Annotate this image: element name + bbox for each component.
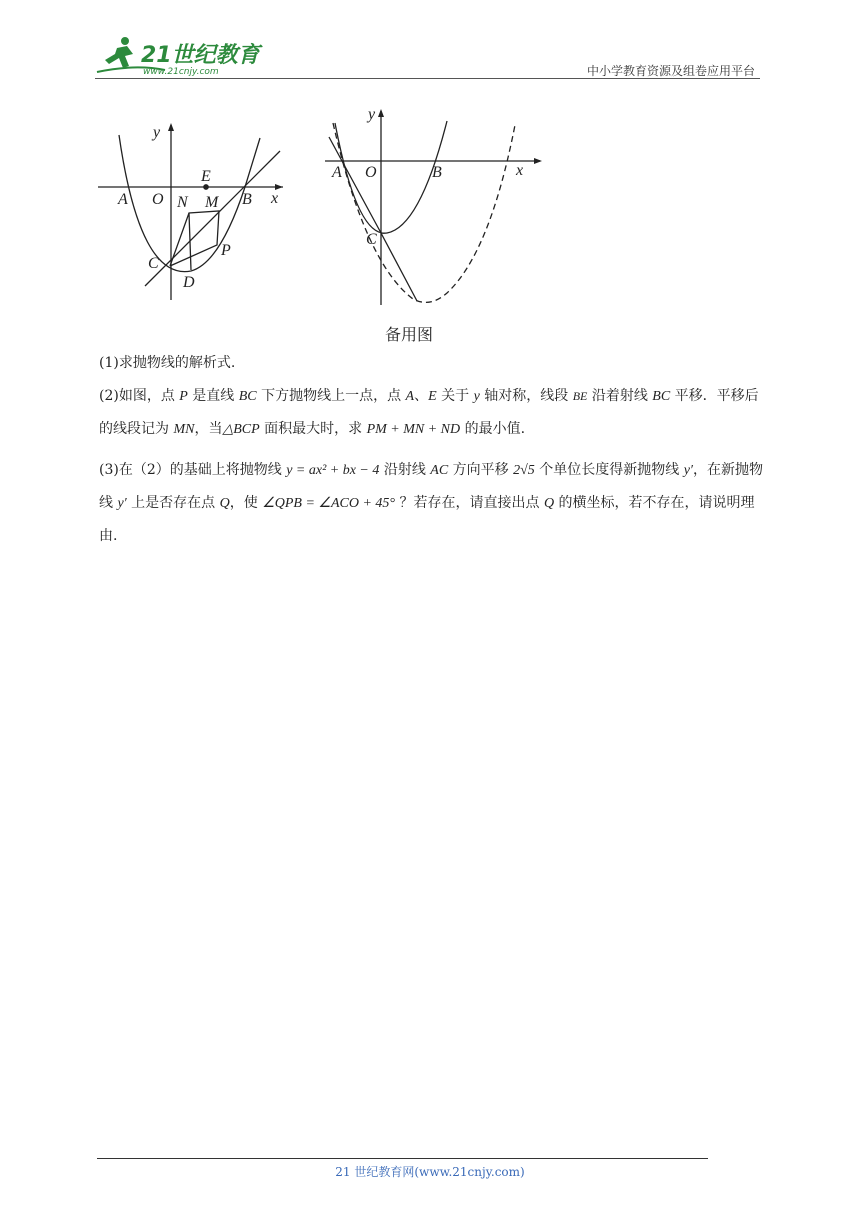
shifted-parabola <box>333 123 515 302</box>
label-o: O <box>152 191 164 208</box>
point-e <box>204 185 208 189</box>
logo-text: 21世纪教育 <box>141 43 260 68</box>
header-divider <box>95 78 760 79</box>
label-b-2: B <box>432 164 442 181</box>
y-arrow-2-icon <box>378 109 384 117</box>
footer-divider <box>97 1158 708 1159</box>
label-m: M <box>205 194 219 211</box>
figure-backup <box>325 109 542 305</box>
logo <box>95 34 265 76</box>
label-x: x <box>271 190 279 207</box>
parabola <box>119 135 260 272</box>
parabola-2 <box>335 121 447 233</box>
header-title: 中小学教育资源及组卷应用平台 <box>586 64 755 78</box>
label-c-2: C <box>366 231 377 248</box>
figure-caption: 备用图 <box>385 325 434 344</box>
line-bc <box>145 151 280 286</box>
label-o-2: O <box>365 164 377 181</box>
label-a-2: A <box>332 164 342 181</box>
label-y-2: y <box>368 106 376 123</box>
label-d: D <box>183 274 195 291</box>
y-arrow-icon <box>168 123 174 131</box>
footer: 21 世纪教育网(www.21cnjy.com) <box>335 1165 525 1179</box>
label-e: E <box>201 168 211 185</box>
question-1: (1)求抛物线的解析式. <box>99 355 236 371</box>
label-n: N <box>177 194 188 211</box>
figures <box>95 103 545 343</box>
question-3: (3)在（2）的基础上将抛物线 y = ax² + bx − 4 沿射线 AC 方向平移 2√5 个单位长度得新抛物线 y′，在新抛物线 y′ 上是否存在点 Q，使 ∠QPB = ∠ACO + 45° ？若存在，请直接出点 Q 的横坐标，若不存在，请说明理由. <box>99 462 763 544</box>
label-p: P <box>221 242 231 259</box>
label-c: C <box>148 255 159 272</box>
x-arrow-2-icon <box>534 158 542 164</box>
label-a: A <box>118 191 128 208</box>
label-y: y <box>153 124 161 141</box>
label-b: B <box>242 191 252 208</box>
page-header <box>95 30 760 80</box>
logo-url: www.21cnjy.com <box>143 67 219 76</box>
label-x-2: x <box>516 162 524 179</box>
question-2: (2)如图，点 P 是直线 BC 下方抛物线上一点，点 A、E 关于 y 轴对称，线段 BE 沿着射线 BC 平移．平移后的线段记为 MN，当△BCP 面积最大时，求 PM + MN + ND 的最小值. <box>99 388 759 437</box>
